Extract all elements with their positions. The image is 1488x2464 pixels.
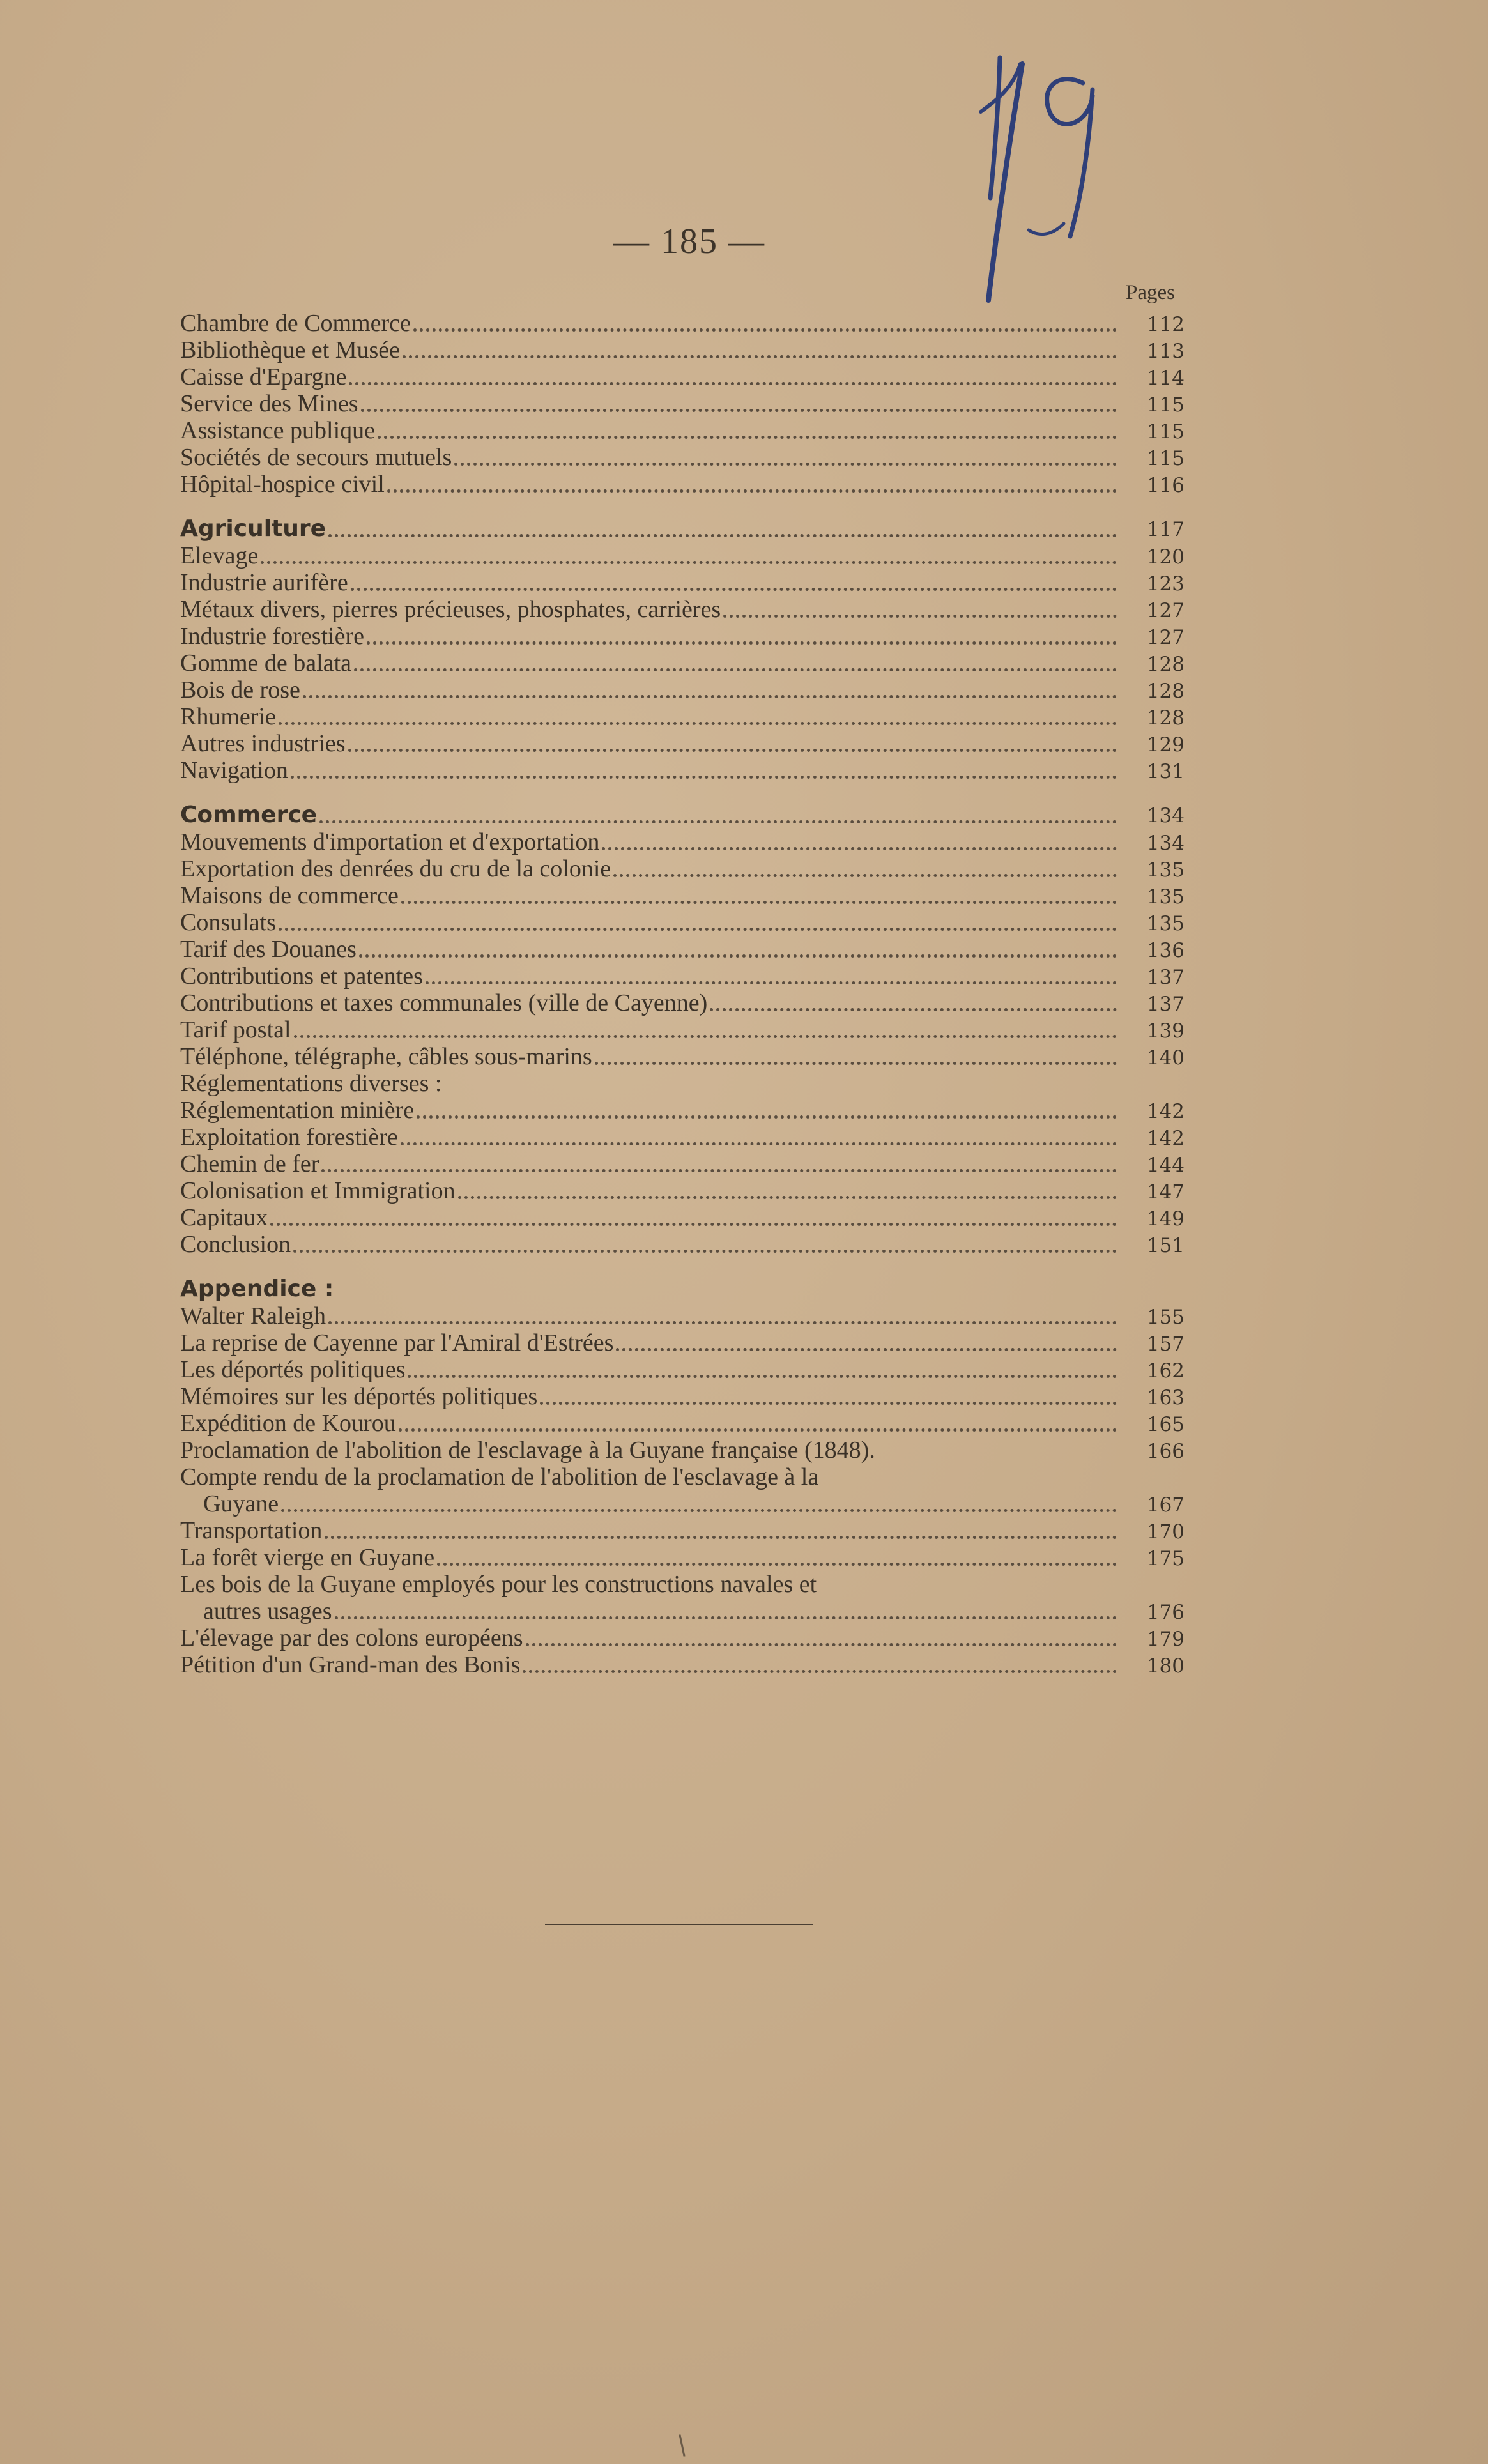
dot-leader xyxy=(399,1428,1117,1432)
toc-entry-label: Bibliothèque et Musée xyxy=(180,337,401,363)
toc-entry xyxy=(180,936,1185,963)
dot-leader xyxy=(378,436,1117,439)
toc-entry-label: Sociétés de secours mutuels xyxy=(180,444,452,471)
toc-entry-page: 175 xyxy=(1146,1547,1185,1570)
toc-entry-page: 167 xyxy=(1146,1494,1185,1517)
toc-entry xyxy=(180,1204,1185,1231)
handwritten-folio-number xyxy=(962,45,1128,313)
dot-leader xyxy=(321,1169,1117,1172)
dot-leader xyxy=(401,1142,1117,1145)
toc-entry-label: Réglementation minière xyxy=(180,1097,415,1124)
toc-subheading xyxy=(180,1070,1185,1097)
toc-entry-page: 127 xyxy=(1146,626,1185,649)
dot-leader xyxy=(361,409,1117,412)
dot-leader xyxy=(328,534,1117,537)
toc-entry xyxy=(180,542,1185,569)
dot-leader xyxy=(281,1509,1117,1512)
dot-leader xyxy=(526,1643,1117,1646)
toc-entry xyxy=(180,1651,1185,1678)
toc-entry-page: 113 xyxy=(1146,340,1185,363)
toc-entry-page: 114 xyxy=(1146,367,1185,390)
toc-entry-label: Walter Raleigh xyxy=(180,1303,326,1329)
toc-entry-label: Bois de rose xyxy=(180,677,300,703)
toc-entry xyxy=(180,363,1185,390)
dot-leader xyxy=(294,1035,1117,1038)
toc-entry-page: 123 xyxy=(1146,572,1185,595)
toc-section-heading xyxy=(180,516,1185,542)
toc-entry xyxy=(180,730,1185,757)
dot-leader xyxy=(303,695,1117,698)
toc-entry xyxy=(180,855,1185,882)
dot-leader xyxy=(616,1348,1117,1351)
toc-entry-page: 135 xyxy=(1146,885,1185,908)
toc-entry-label: Conclusion xyxy=(180,1231,291,1258)
toc-entry-label: Exploitation forestière xyxy=(180,1124,398,1151)
toc-entry-label: La forêt vierge en Guyane xyxy=(180,1544,435,1571)
toc-entry-label: Hôpital-hospice civil xyxy=(180,471,385,498)
toc-entry xyxy=(180,1625,1185,1651)
dot-leader xyxy=(335,1616,1117,1619)
toc-entry-wrapped xyxy=(180,1571,1185,1598)
pages-column-label: Pages xyxy=(1126,281,1175,304)
toc-entry-label: Contributions et patentes xyxy=(180,963,423,990)
dot-leader xyxy=(437,1563,1117,1566)
toc-entry-page: 140 xyxy=(1146,1046,1185,1069)
dot-leader xyxy=(523,1670,1117,1673)
toc-entry-label: Chemin de fer xyxy=(180,1151,319,1177)
toc-entry-label: Les déportés politiques xyxy=(180,1356,406,1383)
toc-entry-label: Exportation des denrées du cru de la colonie xyxy=(180,855,611,882)
dot-leader xyxy=(595,1062,1117,1065)
toc-entry-page: 116 xyxy=(1146,474,1185,497)
toc-entry-wrapped xyxy=(180,1464,1185,1490)
dot-leader xyxy=(351,588,1117,591)
toc-entry-page: 135 xyxy=(1146,859,1185,882)
toc-entry-label: Gomme de balata xyxy=(180,650,352,677)
toc-entry-page: 112 xyxy=(1146,313,1185,336)
dot-leader xyxy=(349,382,1117,385)
toc-entry xyxy=(180,1383,1185,1410)
toc-entry-page: 115 xyxy=(1146,447,1185,470)
toc-entry-page: 128 xyxy=(1146,707,1185,730)
dot-leader xyxy=(367,641,1117,645)
toc-entry xyxy=(180,623,1185,650)
toc-entry-page: 176 xyxy=(1146,1601,1185,1624)
toc-entry-page: 131 xyxy=(1146,760,1185,783)
toc-entry xyxy=(180,310,1185,337)
toc-entry-page: 137 xyxy=(1146,993,1185,1016)
toc-entry-label: autres usages xyxy=(203,1598,332,1625)
page-number: — 185 — xyxy=(613,222,765,261)
toc-entry xyxy=(180,596,1185,623)
dot-leader xyxy=(354,668,1117,671)
toc-entry xyxy=(180,1329,1185,1356)
toc-entry-label: L'élevage par des colons européens xyxy=(180,1625,523,1651)
dot-leader xyxy=(261,561,1117,564)
toc-entry xyxy=(180,1151,1185,1177)
toc-entry xyxy=(180,1356,1185,1383)
dot-leader xyxy=(602,847,1117,850)
toc-entry-label: Rhumerie xyxy=(180,703,276,730)
toc-entry xyxy=(180,471,1185,498)
toc-entry xyxy=(180,1544,1185,1571)
dot-leader xyxy=(408,1375,1117,1378)
toc-entry-label: Compte rendu de la proclamation de l'abolition de l'esclavage à la xyxy=(180,1464,819,1490)
toc-entry xyxy=(180,1016,1185,1043)
toc-entry-page: 115 xyxy=(1146,394,1185,417)
toc-entry-page: 134 xyxy=(1146,804,1185,827)
toc-entry-label: Colonisation et Immigration xyxy=(180,1177,456,1204)
toc-entry xyxy=(180,650,1185,677)
toc-entry-page: 151 xyxy=(1146,1234,1185,1257)
toc-entry-page: 179 xyxy=(1146,1628,1185,1651)
dot-leader xyxy=(401,901,1117,904)
toc-entry-page: 163 xyxy=(1146,1386,1185,1409)
dot-leader xyxy=(723,615,1117,618)
section-heading-label: Appendice : xyxy=(180,1276,334,1302)
toc-entry xyxy=(180,1490,1185,1517)
toc-entry xyxy=(180,1517,1185,1544)
toc-entry-page: 147 xyxy=(1146,1181,1185,1204)
dot-leader xyxy=(293,1250,1117,1253)
toc-entry-page: 149 xyxy=(1146,1207,1185,1230)
toc-entry-label: Métaux divers, pierres précieuses, phosphates, carrières xyxy=(180,596,721,623)
toc-entry-label: Tarif des Douanes xyxy=(180,936,357,963)
toc-entry-page: 142 xyxy=(1146,1127,1185,1150)
toc-entry-page: 137 xyxy=(1146,966,1185,989)
dot-leader xyxy=(319,820,1117,823)
toc-entry-label: Tarif postal xyxy=(180,1016,291,1043)
toc-entry-page: 166 xyxy=(1146,1440,1185,1463)
toc-entry-label: Caisse d'Epargne xyxy=(180,363,347,390)
toc-entry-label: Maisons de commerce xyxy=(180,882,399,909)
toc-entry-label: Transportation xyxy=(180,1517,323,1544)
toc-entry xyxy=(180,1124,1185,1151)
toc-entry-page: 180 xyxy=(1146,1655,1185,1678)
toc-entry-page: 165 xyxy=(1146,1413,1185,1436)
dot-leader xyxy=(710,1008,1117,1011)
toc-entry-label: Proclamation de l'abolition de l'esclavage à la Guyane française (1848). xyxy=(180,1437,875,1464)
toc-entry xyxy=(180,1097,1185,1124)
toc-entry-label: Chambre de Commerce xyxy=(180,310,411,337)
toc-entry xyxy=(180,829,1185,855)
toc-entry-label: Mémoires sur les déportés politiques xyxy=(180,1383,538,1410)
toc-entry-label: Autres industries xyxy=(180,730,346,757)
toc-entry xyxy=(180,1598,1185,1625)
toc-entry-page: 134 xyxy=(1146,832,1185,855)
toc-entry-label: Les bois de la Guyane employés pour les constructions navales et xyxy=(180,1571,817,1598)
toc-entry xyxy=(180,1177,1185,1204)
toc-entry-page: 120 xyxy=(1146,546,1185,569)
dot-leader xyxy=(540,1402,1117,1405)
toc-entry xyxy=(180,1043,1185,1070)
dot-leader xyxy=(458,1196,1117,1199)
toc-entry-page: 139 xyxy=(1146,1020,1185,1043)
toc-entry-page: 136 xyxy=(1146,939,1185,962)
toc-entry-label: Navigation xyxy=(180,757,288,784)
toc-entry-page: 115 xyxy=(1146,420,1185,443)
toc-entry-page: 129 xyxy=(1146,733,1185,756)
toc-entry xyxy=(180,677,1185,703)
toc-entry-label: Elevage xyxy=(180,542,259,569)
dot-leader xyxy=(291,776,1117,779)
dot-leader xyxy=(325,1536,1117,1539)
dot-leader xyxy=(387,489,1117,493)
toc-entry xyxy=(180,909,1185,936)
dot-leader xyxy=(348,749,1117,752)
toc-section-heading xyxy=(180,802,1185,829)
toc-entry-page: 128 xyxy=(1146,680,1185,703)
dot-leader xyxy=(413,328,1117,332)
toc-entry-label: Guyane xyxy=(203,1490,279,1517)
table-of-contents xyxy=(180,310,1185,1678)
toc-entry xyxy=(180,757,1185,784)
toc-entry xyxy=(180,703,1185,730)
dot-leader xyxy=(454,463,1117,466)
toc-entry-page: 117 xyxy=(1146,518,1185,541)
toc-entry-page: 135 xyxy=(1146,912,1185,935)
toc-entry-label: Expédition de Kourou xyxy=(180,1410,396,1437)
toc-entry-page: 170 xyxy=(1146,1520,1185,1543)
dot-leader xyxy=(426,981,1117,984)
toc-entry-page: 155 xyxy=(1146,1306,1185,1329)
toc-entry xyxy=(180,337,1185,363)
toc-entry xyxy=(180,569,1185,596)
dot-leader xyxy=(328,1321,1117,1324)
toc-entry xyxy=(180,417,1185,444)
toc-entry-label: Téléphone, télégraphe, câbles sous-marins xyxy=(180,1043,592,1070)
dot-leader xyxy=(279,722,1117,725)
toc-entry xyxy=(180,990,1185,1016)
section-heading-label: Agriculture xyxy=(180,516,326,542)
dot-leader xyxy=(359,954,1117,958)
toc-entry xyxy=(180,1410,1185,1437)
toc-entry xyxy=(180,390,1185,417)
toc-entry-page: 144 xyxy=(1146,1154,1185,1177)
toc-entry-label: Assistance publique xyxy=(180,417,376,444)
toc-entry xyxy=(180,444,1185,471)
page-mark xyxy=(679,2434,685,2457)
toc-section-heading xyxy=(180,1276,1185,1303)
end-rule-divider xyxy=(545,1924,813,1925)
toc-entry-label: Industrie forestière xyxy=(180,623,365,650)
toc-entry-page: 127 xyxy=(1146,599,1185,622)
section-heading-label: Commerce xyxy=(180,802,318,828)
toc-entry-label: Capitaux xyxy=(180,1204,268,1231)
toc-entry xyxy=(180,963,1185,990)
dot-leader xyxy=(279,928,1117,931)
toc-entry-label: Service des Mines xyxy=(180,390,358,417)
toc-entry-page: 157 xyxy=(1146,1333,1185,1356)
toc-entry-label: Consulats xyxy=(180,909,276,936)
toc-entry-label: Contributions et taxes communales (ville de Cayenne) xyxy=(180,990,708,1016)
toc-entry xyxy=(180,1231,1185,1258)
dot-leader xyxy=(270,1223,1117,1226)
toc-entry-label: Pétition d'un Grand-man des Bonis xyxy=(180,1651,521,1678)
toc-entry-page: 162 xyxy=(1146,1359,1185,1382)
toc-entry xyxy=(180,1303,1185,1329)
dot-leader xyxy=(417,1115,1117,1119)
toc-entry-label: La reprise de Cayenne par l'Amiral d'Estrées xyxy=(180,1329,614,1356)
toc-entry-label: Industrie aurifère xyxy=(180,569,348,596)
dot-leader xyxy=(403,355,1117,358)
toc-entry-page: 142 xyxy=(1146,1100,1185,1123)
toc-entry xyxy=(180,882,1185,909)
toc-entry-label: Réglementations diverses : xyxy=(180,1070,442,1097)
toc-entry-label: Mouvements d'importation et d'exportation xyxy=(180,829,600,855)
toc-entry xyxy=(180,1437,1185,1464)
dot-leader xyxy=(613,874,1117,877)
toc-entry-page: 128 xyxy=(1146,653,1185,676)
